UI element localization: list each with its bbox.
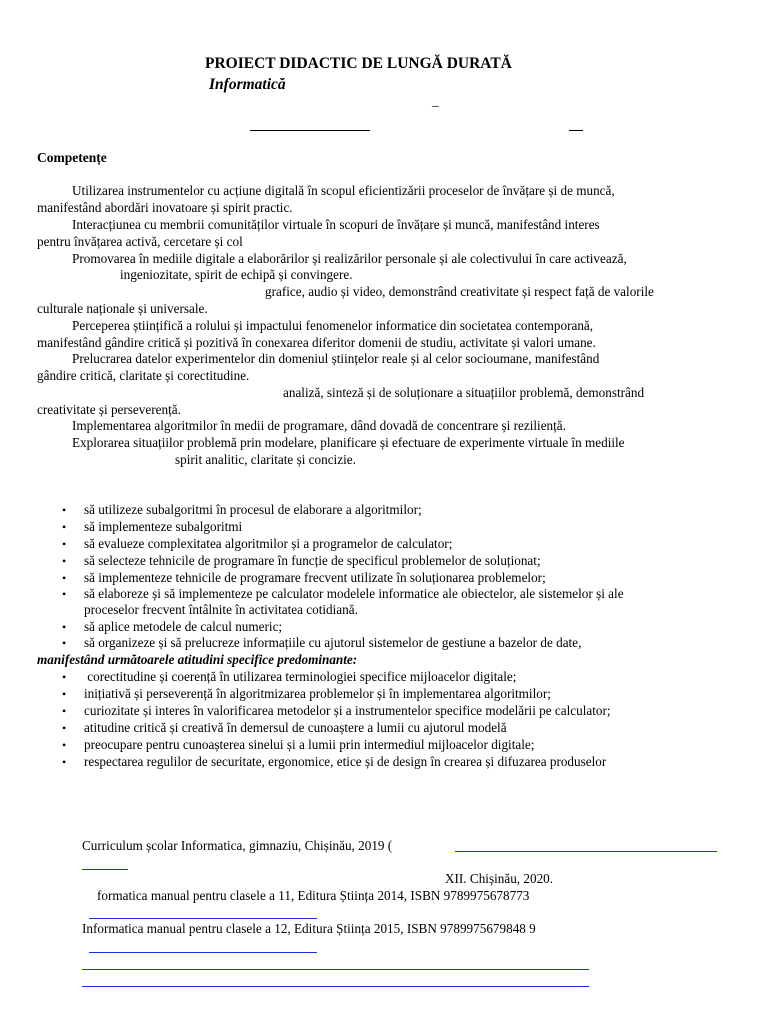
subject-title: Informatică [209, 76, 286, 93]
objective-item: proceselor frecvent întâlnite în activitatea cotidiană. [84, 602, 358, 617]
bullet-icon: • [62, 520, 67, 534]
competence-line: manifestând abordări inovatoare și spirit practic. [37, 200, 293, 215]
objective-item: să elaboreze și să implementeze pe calculator modelele informatice ale obiectelor, ale sistemelor și ale [84, 586, 624, 601]
competence-line: Utilizarea instrumentelor cu acțiune digitală în scopul eficientizării proceselor de învățare și de muncă, [72, 183, 615, 198]
competence-line: grafice, audio și video, demonstrând creativitate și respect față de valorile [265, 284, 654, 299]
bullet-icon: • [62, 738, 67, 752]
bullet-icon: • [62, 537, 67, 551]
header-rule-right [569, 130, 583, 131]
reference-link-underline[interactable] [89, 918, 317, 919]
reference-line: formatica manual pentru clasele a 11, Editura Știința 2014, ISBN 9789975678773 [97, 888, 530, 903]
competence-line: culturale naționale și universale. [37, 301, 208, 316]
attitude-item: curiozitate și interes în valorificarea metodelor și a instrumentelor specifice modelării pe calculator; [84, 703, 611, 718]
reference-line: Curriculum școlar Informatica, gimnaziu, Chișinău, 2019 ( [82, 838, 393, 853]
reference-link-underline[interactable] [89, 952, 317, 953]
competence-line: Perceperea științifică a rolului și impactului fenomenelor informatice din societatea contemporană, [72, 318, 594, 333]
competence-line: gândire critică, claritate și corectitudine. [37, 368, 250, 383]
competente-heading: Competențe [37, 150, 107, 165]
competence-line: Implementarea algoritmilor în medii de programare, dând dovadă de concentrare și reziliență. [72, 418, 566, 433]
attitude-item: inițiativă și perseverență în algoritmizarea problemelor și în implementarea algoritmilor; [84, 686, 551, 701]
objective-item: să aplice metodele de calcul numeric; [84, 619, 283, 634]
reference-link-underline[interactable] [82, 969, 589, 970]
bullet-icon: • [62, 721, 67, 735]
attitude-item: preocupare pentru cunoașterea sinelui și a lumii prin intermediul mijloacelor digitale; [84, 737, 535, 752]
bullet-icon: • [62, 636, 67, 650]
competence-line: spirit analitic, claritate și concizie. [175, 452, 356, 467]
bullet-icon: • [62, 587, 67, 601]
header-dash: _ [432, 93, 439, 108]
competence-line: Promovarea în mediile digitale a elaborărilor și realizărilor personale și ale colectivului în care activează, [72, 251, 627, 266]
competence-line: ingeniozitate, spirit de echipă și convingere. [120, 267, 353, 282]
bullet-icon: • [62, 620, 67, 634]
competence-line: Interacțiunea cu membrii comunităților virtuale în scopuri de învățare și muncă, manifestând interes [72, 217, 600, 232]
reference-link-underline[interactable] [455, 851, 717, 852]
objective-item: să evalueze complexitatea algoritmilor și a programelor de calculator; [84, 536, 453, 551]
bullet-icon: • [62, 554, 67, 568]
objective-item: să utilizeze subalgoritmi în procesul de elaborare a algoritmilor; [84, 502, 422, 517]
bullet-icon: • [62, 503, 67, 517]
competence-line: manifestând gândire critică și pozitivă în conexarea diferitor domenii de studiu, activitate și valori umane. [37, 335, 596, 350]
bullet-icon: • [62, 687, 67, 701]
attitude-item: respectarea regulilor de securitate, ergonomice, etice și de design în crearea și difuzarea produselor [84, 754, 607, 769]
objective-item: să implementeze tehnicile de programare frecvent utilizate în soluționarea problemelor; [84, 570, 546, 585]
reference-link-underline[interactable] [82, 986, 589, 987]
bullet-icon: • [62, 704, 67, 718]
competence-line: Explorarea situațiilor problemă prin modelare, planificare și efectuare de experimente virtuale în mediile [72, 435, 625, 450]
competence-line: Prelucrarea datelor experimentelor din domeniul științelor reale și al celor socioumane, manifestând [72, 351, 600, 366]
header-rule-left [250, 130, 370, 131]
competence-line: creativitate și perseverență. [37, 402, 181, 417]
competence-line: pentru învățarea activă, cercetare și col [37, 234, 243, 249]
bullet-icon: • [62, 755, 67, 769]
attitude-item: atitudine critică și creativă în demersul de cunoaștere a lumii cu ajutorul modelă [84, 720, 507, 735]
objective-item: să selecteze tehnicile de programare în funcție de specificul problemelor de soluționat; [84, 553, 541, 568]
bullet-icon: • [62, 571, 67, 585]
objective-item: să organizeze și să prelucreze informațiile cu ajutorul sistemelor de gestiune a bazelor de date, [84, 635, 582, 650]
reference-line: XII. Chișinău, 2020. [445, 871, 554, 886]
page-title: PROIECT DIDACTIC DE LUNGĂ DURATĂ [205, 55, 512, 72]
attitudes-heading: manifestând următoarele atitudini specifice predominante: [37, 652, 358, 667]
reference-link-underline[interactable] [82, 869, 128, 870]
bullet-icon: • [62, 670, 67, 684]
competence-line: analiză, sinteză și de soluționare a situațiilor problemă, demonstrând [283, 385, 645, 400]
attitude-item: corectitudine și coerență în utilizarea terminologiei specifice mijloacelor digitale; [84, 669, 517, 684]
reference-line: Informatica manual pentru clasele a 12, Editura Știința 2015, ISBN 9789975679848 9 [82, 921, 536, 936]
objective-item: să implementeze subalgoritmi [84, 519, 243, 534]
